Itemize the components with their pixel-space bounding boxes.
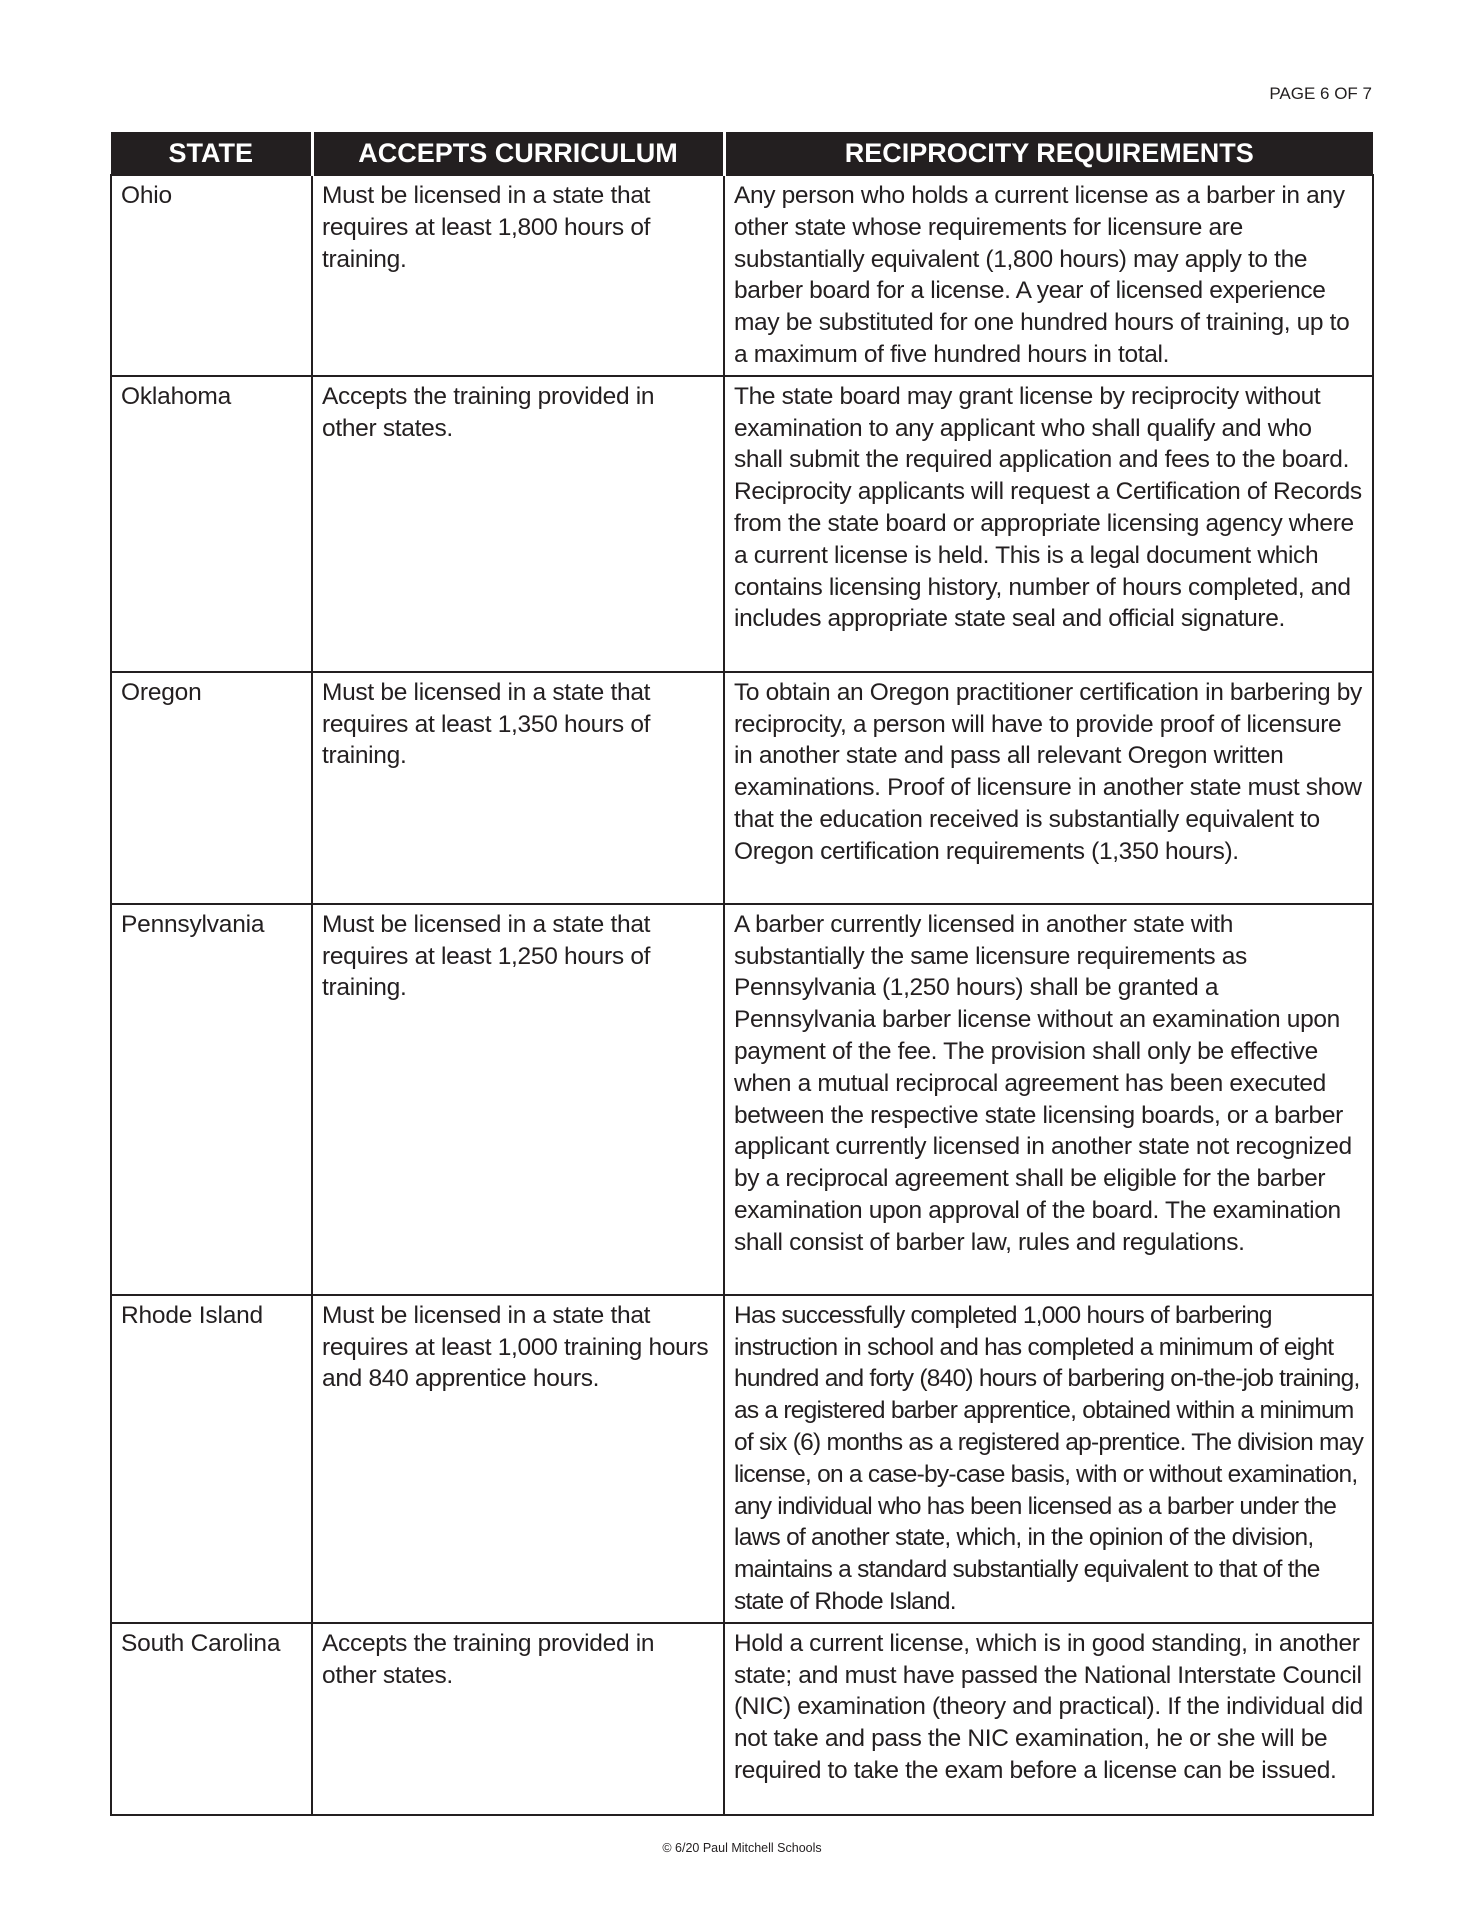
curriculum-cell: Must be licensed in a state that requires at least 1,250 hours of training.: [312, 904, 724, 1295]
header-accepts-curriculum: ACCEPTS CURRICULUM: [312, 132, 724, 175]
curriculum-cell: Accepts the training provided in other states.: [312, 1623, 724, 1815]
requirements-cell: To obtain an Oregon practitioner certification in barbering by reciprocity, a person will have to provide proof of licensure in another state and pass all relevant Oregon written examinations. Proof of licensure in another state must show that the education received is substantially equivalent to Oregon certification requirements (1,350 hours).: [724, 672, 1373, 904]
header-reciprocity-requirements: RECIPROCITY REQUIREMENTS: [724, 132, 1373, 175]
table-row-rhode-island: [111, 1295, 1373, 1623]
curriculum-cell: Must be licensed in a state that requires at least 1,800 hours of training.: [312, 175, 724, 376]
page-number: PAGE 6 OF 7: [1269, 84, 1372, 103]
curriculum-cell: Must be licensed in a state that requires at least 1,350 hours of training.: [312, 672, 724, 904]
reciprocity-table: [110, 132, 1374, 1816]
state-cell: Rhode Island: [111, 1295, 312, 1623]
curriculum-cell: Accepts the training provided in other states.: [312, 376, 724, 672]
curriculum-cell: Must be licensed in a state that requires at least 1,000 training hours and 840 apprentice hours.: [312, 1295, 724, 1623]
requirements-cell: A barber currently licensed in another state with substantially the same licensure requirements as Pennsylvania (1,250 hours) shall be granted a Pennsylvania barber license without an examination upon payment of the fee. The provision shall only be effective when a mutual reciprocal agreement has been executed between the respective state licensing boards, or a barber applicant currently licensed in another state not recognized by a reciprocal agreement shall be eligible for the barber examination upon approval of the board. The examination shall consist of barber law, rules and regulations.: [724, 904, 1373, 1295]
state-cell: South Carolina: [111, 1623, 312, 1815]
requirements-cell: Hold a current license, which is in good standing, in another state; and must have passed the National Interstate Council (NIC) examination (theory and practical). If the individual did not take and pass the NIC examination, he or she will be required to take the exam before a license can be issued.: [724, 1623, 1373, 1815]
state-cell: Oregon: [111, 672, 312, 904]
table-header: [111, 132, 1373, 175]
requirements-cell: Has successfully completed 1,000 hours of barbering instruction in school and has completed a minimum of eight hundred and forty (840) hours of barbering on-the-job training, as a registered barber apprentice, obtained within a minimum of six (6) months as a registered ap-prentice. The division may license, on a case-by-case basis, with or without examination, any individual who has been licensed as a barber under the laws of another state, which, in the opinion of the division, maintains a standard substantially equivalent to that of the state of Rhode Island.: [724, 1295, 1373, 1623]
header-state: STATE: [111, 132, 312, 175]
requirements-cell: The state board may grant license by reciprocity without examination to any applicant who shall qualify and who shall submit the required application and fees to the board. Reciprocity applicants will request a Certification of Records from the state board or appropriate licensing agency where a current license is held. This is a legal document which contains licensing history, number of hours completed, and includes appropriate state seal and official signature.: [724, 376, 1373, 672]
table-row-oklahoma: [111, 376, 1373, 672]
requirements-cell: Any person who holds a current license as a barber in any other state whose requirements for licensure are substantially equivalent (1,800 hours) may apply to the barber board for a license. A year of licensed experience may be substituted for one hundred hours of training, up to a maximum of five hundred hours in total.: [724, 175, 1373, 376]
state-cell: Ohio: [111, 175, 312, 376]
state-cell: Oklahoma: [111, 376, 312, 672]
state-cell: Pennsylvania: [111, 904, 312, 1295]
table-row-south-carolina: [111, 1623, 1373, 1815]
copyright-footer: © 6/20 Paul Mitchell Schools: [662, 1841, 822, 1855]
table-row-pennsylvania: [111, 904, 1373, 1295]
table-row-ohio: [111, 175, 1373, 376]
table-row-oregon: [111, 672, 1373, 904]
